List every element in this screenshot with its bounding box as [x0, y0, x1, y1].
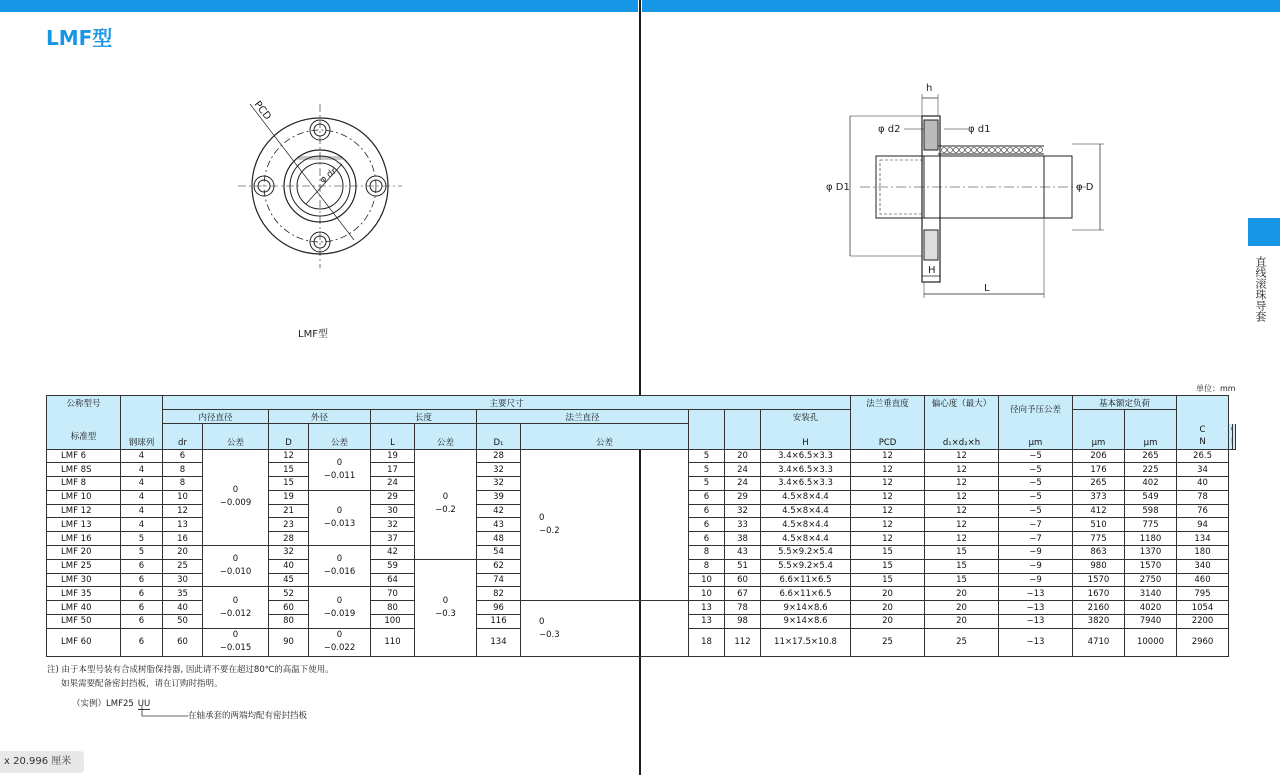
header-model: 公称型号 [47, 396, 121, 410]
header-D1-tol: 公差 [521, 424, 689, 450]
header-L: L [371, 424, 415, 450]
header-radial: 径向予压公差 [999, 396, 1073, 424]
top-accent-bar-left [0, 0, 638, 12]
table-row: LMF 20 5 20 0 −0.010 32 0 −0.016 42 54 8 43 5.5×9.2×5.4 15 15 −9 863 1370 180 [47, 546, 1236, 560]
table-row: LMF 30 6 30 45 64 74 10 60 6.6×11×6.5 15 15 −9 1570 2750 460 [47, 573, 1236, 587]
note-line-1: 注) 由于本型号装有合成树脂保持器, 因此请不要在超过80℃的高温下使用。 [47, 665, 334, 675]
header-D: D [269, 424, 309, 450]
header-H: H [761, 424, 851, 450]
header-perp: 法兰垂直度 [851, 396, 925, 410]
header-mass-top [1177, 396, 1229, 410]
header-C: C N [1177, 424, 1229, 450]
table-row: LMF 12 4 12 21 30 42 6 32 4.5×8×4.4 12 12 −5 412 598 76 [47, 504, 1236, 518]
table-notes [47, 663, 334, 691]
header-inner-dia: 内径直径 [163, 410, 269, 424]
tol-L-a: 0 −0.2 [415, 449, 477, 559]
spec-table [46, 395, 1236, 657]
header-radial-unit: μm [1125, 424, 1177, 450]
example-suffix: UU [137, 699, 151, 709]
H-label: H [928, 265, 936, 276]
side-tab [1248, 218, 1280, 246]
front-view-drawing [236, 94, 412, 270]
header-balls: 钢球列 [121, 396, 163, 450]
page-divider [638, 0, 642, 775]
table-row: LMF 8S 4 8 15 17 32 5 24 3.4×6.5×3.3 12 12 −5 176 225 34 [47, 463, 1236, 477]
table-row: LMF 6 4 6 0 −0.009 12 0 −0.011 19 0 −0.2 28 0 −0.2 5 20 3.4×6.5×3.3 12 12 −5 206 265 26.5 [47, 449, 1236, 463]
header-PCD: PCD [851, 424, 925, 450]
figure-caption: LMF型 [298, 329, 328, 340]
table-row: LMF 50 6 50 80 100 116 13 98 9×14×8.6 20 20 −13 3820 7940 2200 [47, 615, 1236, 629]
tol-D-c: 0 −0.016 [309, 546, 371, 587]
example-note: 在轴承套的两端均配有密封挡板 [188, 711, 308, 721]
example-leader-line [138, 706, 190, 720]
tol-D1-b: 0 −0.3 [521, 601, 689, 657]
side-tab-label: 直线滚珠导套 [1254, 256, 1267, 322]
header-D1: D₁ [477, 424, 521, 450]
measure-badge: x 20.996 厘米 [0, 751, 84, 773]
header-dr-tol: 公差 [203, 424, 269, 450]
side-view-drawing [820, 80, 1120, 300]
tol-dr-c: 0 −0.012 [203, 587, 269, 628]
tol-D-e: 0 −0.022 [309, 628, 371, 656]
dr-label: φ dr [318, 166, 339, 186]
tol-D-b: 0 −0.013 [309, 490, 371, 545]
unit-label: 单位：mm [1196, 384, 1236, 393]
D-label: φ D [1076, 182, 1094, 193]
tol-L-b: 0 −0.3 [415, 559, 477, 656]
example-prefix: （实例）LMF25 [72, 699, 134, 709]
header-load: 基本额定负荷 [1073, 396, 1177, 410]
header-C0 [1229, 424, 1232, 450]
page-title: LMF型 [46, 26, 113, 50]
table-row: LMF 40 6 40 60 80 96 0 −0.3 13 78 9×14×8.6 20 20 −13 2160 4020 1054 [47, 601, 1236, 615]
table-row: LMF 16 5 16 28 37 48 6 38 4.5×8×4.4 12 12 −7 775 1180 134 [47, 532, 1236, 546]
tol-dr-d: 0 −0.015 [203, 628, 269, 656]
table-row: LMF 60 6 60 0 −0.015 90 0 −0.022 110 134 18 112 11×17.5×10.8 25 25 −13 4710 10000 2960 [47, 628, 1236, 656]
note-line-2: 如果需要配备密封挡板，请在订购时指明。 [61, 679, 223, 689]
header-outer-dia: 外径 [269, 410, 371, 424]
tol-D-d: 0 −0.019 [309, 587, 371, 628]
header-mass [1232, 424, 1236, 450]
tol-D-a: 0 −0.011 [309, 449, 371, 490]
header-mount-sub: d₁×d₂×h [925, 424, 999, 450]
header-standard-type: 标准型 [47, 424, 121, 450]
d1-label: φ d1 [968, 124, 991, 135]
header-ecc-unit: μm [1073, 424, 1125, 450]
L-label: L [984, 283, 990, 294]
header-D-tol: 公差 [309, 424, 371, 450]
table-row: LMF 8 4 8 15 24 32 5 24 3.4×6.5×3.3 12 12 −5 265 402 40 [47, 477, 1236, 491]
table-row: LMF 13 4 13 23 32 43 6 33 4.5×8×4.4 12 12 −7 510 775 94 [47, 518, 1236, 532]
tol-dr-a: 0 −0.009 [203, 449, 269, 546]
header-ecc: 偏心度（最大） [925, 396, 999, 410]
header-perp-unit: μm [999, 424, 1073, 450]
table-row: LMF 25 6 25 40 59 0 −0.3 62 8 51 5.5×9.2×5.4 15 15 −9 980 1570 340 [47, 559, 1236, 573]
table-row: LMF 10 4 10 19 0 −0.013 29 39 6 29 4.5×8×4.4 12 12 −5 373 549 78 [47, 490, 1236, 504]
header-flange-dia: 法兰直径 [477, 410, 689, 424]
header-length: 长度 [371, 410, 477, 424]
D1-label: φ D1 [826, 182, 850, 193]
d2-label: φ d2 [878, 124, 901, 135]
table-row: LMF 35 6 35 0 −0.012 52 0 −0.019 70 82 10 67 6.6×11×6.5 20 20 −13 1670 3140 795 [47, 587, 1236, 601]
tol-dr-b: 0 −0.010 [203, 546, 269, 587]
h-label: h [926, 83, 933, 94]
header-main-dims: 主要尺寸 [163, 396, 851, 410]
header-dr: dr [163, 424, 203, 450]
header-mount: 安装孔 [761, 410, 851, 424]
top-accent-bar-right [642, 0, 1280, 12]
tol-D1-a: 0 −0.2 [521, 449, 689, 601]
pcd-label: PCD [251, 99, 273, 123]
header-L-tol: 公差 [415, 424, 477, 450]
